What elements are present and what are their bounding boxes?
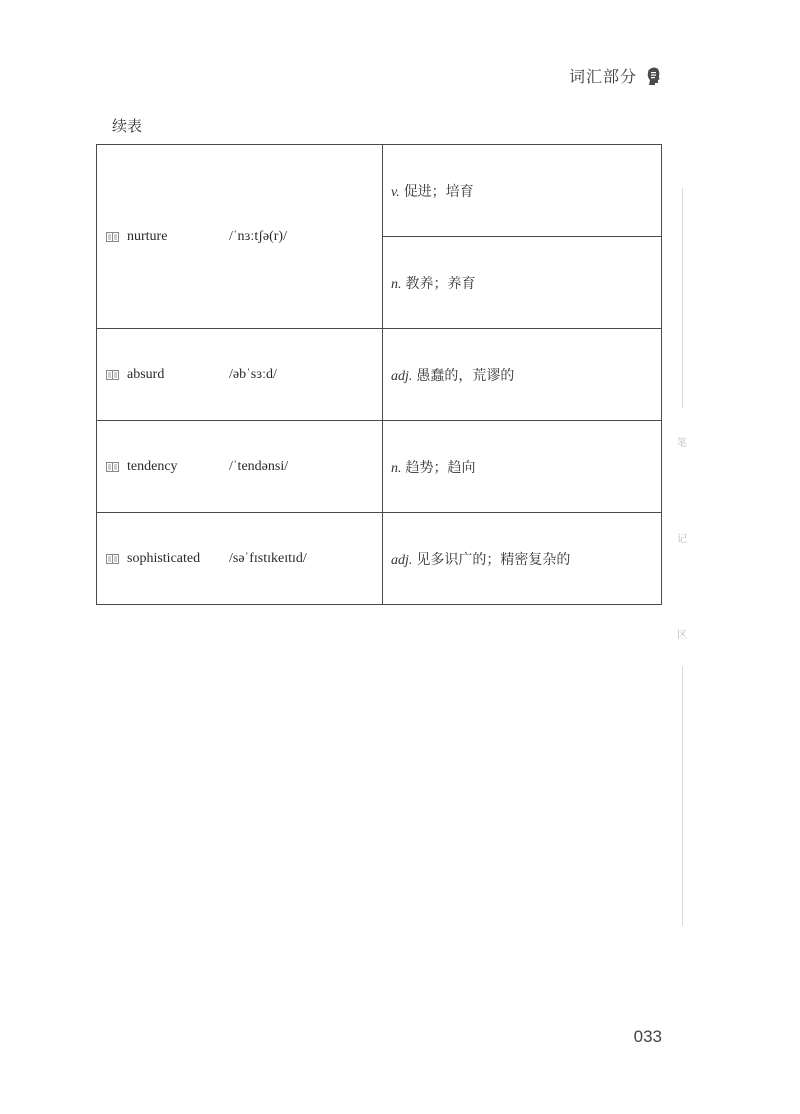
meaning: 促进；培育 (403, 183, 474, 200)
part-of-speech: v. (391, 184, 400, 200)
notes-divider-bottom (682, 666, 683, 926)
head-silhouette-icon (647, 67, 661, 85)
book-icon (106, 554, 119, 564)
meaning: 教养；养育 (405, 275, 476, 292)
word-cell (97, 513, 383, 605)
book-icon (106, 370, 119, 380)
part-of-speech: n. (391, 276, 402, 292)
phonetic: /ˈtendənsi/ (229, 458, 289, 474)
table-row (97, 145, 662, 237)
definition-cell (383, 513, 662, 605)
book-icon (106, 462, 119, 472)
meaning: 趋势；趋向 (405, 459, 476, 476)
meaning: 愚蠢的，荒谬的 (416, 367, 515, 384)
table-row (97, 329, 662, 421)
notes-label-char: 记 (677, 534, 687, 545)
notes-divider-top (682, 188, 683, 408)
section-header (569, 64, 661, 87)
section-title: 词汇部分 (568, 67, 637, 86)
part-of-speech: adj. (391, 552, 413, 568)
definition-cell (383, 237, 662, 329)
table-row (97, 421, 662, 513)
notes-label-char: 笔 (677, 438, 687, 449)
word-cell (97, 329, 383, 421)
word-cell (97, 145, 383, 329)
part-of-speech: adj. (391, 368, 413, 384)
book-icon (106, 232, 119, 242)
phonetic: /ˈnɜːtʃə(r)/ (229, 228, 287, 244)
definition-cell (383, 145, 662, 237)
word: absurd (127, 366, 165, 382)
word: sophisticated (127, 550, 201, 566)
part-of-speech: n. (391, 460, 402, 476)
definition-cell (383, 421, 662, 513)
phonetic: /əbˈsɜːd/ (229, 366, 277, 382)
table-caption: 续表 (112, 117, 143, 135)
meaning: 见多识广的；精密复杂的 (416, 551, 571, 568)
vocab-table (96, 144, 662, 605)
notes-label-char: 区 (677, 630, 687, 641)
phonetic: /səˈfɪstɪkeɪtɪd/ (229, 550, 307, 566)
definition-cell (383, 329, 662, 421)
table-row (97, 513, 662, 605)
word: nurture (127, 228, 168, 244)
word: tendency (127, 458, 178, 474)
page-number: 033 (633, 1027, 662, 1046)
word-cell (97, 421, 383, 513)
